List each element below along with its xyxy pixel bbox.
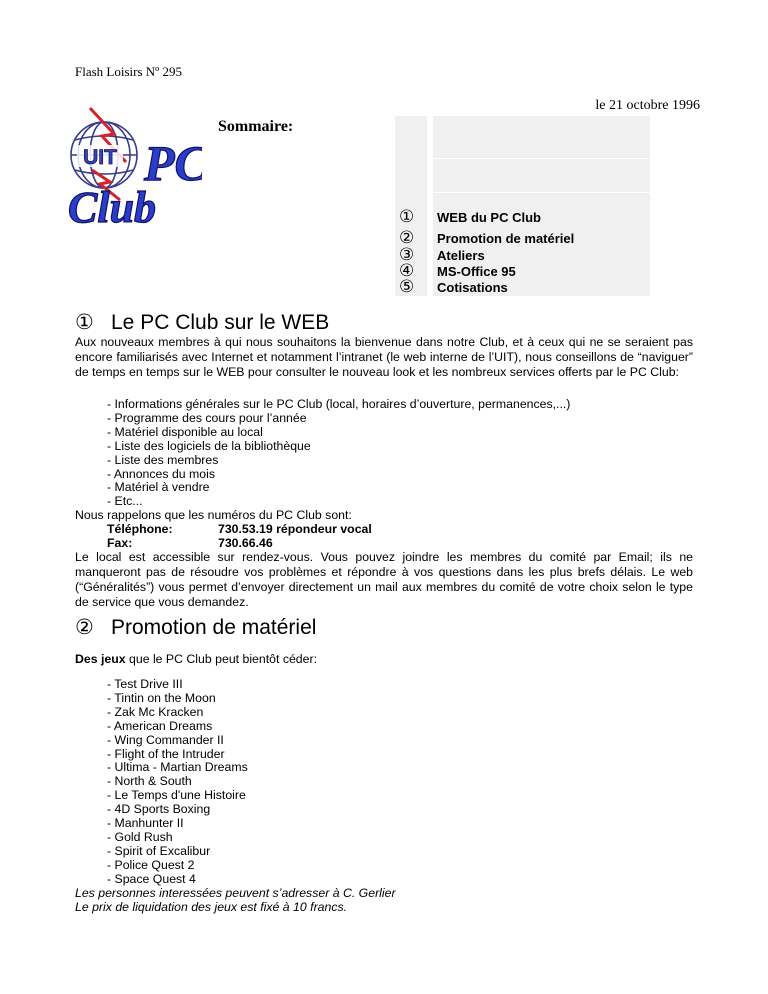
pc-club-logo: [62, 100, 202, 235]
section-closing-paragraph: Le local est accessible sur rendez-vous. Vous pouvez joindre les membres du comité par Email; ils ne manqueront pas de résoudre vos problèmes et répondre à vos questions dans les plus brefs délais. Le web (“Généralités”) vous permet d’envoyer directement un mail aux membres du comité de votre choix selon le type de service que vous demandez.: [75, 550, 693, 609]
toc-number: ⑤: [399, 277, 415, 296]
games-list: [107, 678, 248, 887]
toc-label: MS-Office 95: [437, 264, 516, 279]
section-title: Le PC Club sur le WEB: [111, 311, 330, 334]
section-number: ①: [75, 310, 94, 334]
fax-value: 730.66.46: [218, 536, 273, 550]
list-item: - Space Quest 4: [107, 871, 196, 886]
logo-uit-text: UIT: [83, 146, 117, 169]
price-note: Le prix de liquidation des jeux est fixé à 10 francs.: [75, 900, 348, 914]
list-item: - Matériel à vendre: [107, 480, 210, 495]
list-item: - Liste des logiciels de la bibliothèque: [107, 438, 311, 453]
games-intro: [75, 652, 693, 667]
list-item: - Zak Mc Kracken: [107, 704, 204, 719]
list-item: - Test Drive III: [107, 677, 183, 691]
toc-label: Promotion de matériel: [437, 231, 575, 246]
list-item: - Police Quest 2: [107, 857, 195, 872]
list-item: - Informations générales sur le PC Club (local, horaires d’ouverture, permanences,...): [107, 397, 571, 411]
toc-label: WEB du PC Club: [437, 210, 541, 225]
list-item: - Le Temps d'une Histoire: [107, 788, 246, 803]
sommaire-title: Sommaire:: [218, 118, 294, 135]
logo-graphic: [62, 100, 202, 235]
toc-number: ①: [399, 207, 415, 226]
list-item: - Flight of the Intruder: [107, 746, 225, 761]
list-item: - Spirit of Excalibur: [107, 843, 211, 858]
list-item: - 4D Sports Boxing: [107, 802, 211, 817]
toc-label: Ateliers: [437, 248, 485, 263]
section-title: Promotion de matériel: [111, 616, 317, 639]
toc-number: ④: [399, 261, 415, 280]
publication-title: Flash Loisirs Nº 295: [75, 64, 182, 79]
list-item: - American Dreams: [107, 718, 213, 733]
list-item: - Gold Rush: [107, 829, 173, 844]
list-item: - Ultima - Martian Dreams: [107, 760, 248, 775]
phone-label: Téléphone:: [107, 522, 173, 536]
section-intro-paragraph: Aux nouveaux membres à qui nous souhaitons la bienvenue dans notre Club, et à ceux qui ne se seraient pas encore familiarisés avec Internet et notamment l’intranet (le web interne de l’UIT), nous conseillons de “naviguer” de temps en temps sur le WEB pour consulter le nouveau look et les nombreux services offerts par le PC Club:: [75, 335, 693, 379]
list-item: - North & South: [107, 774, 192, 789]
toc-number: ②: [399, 228, 415, 247]
games-intro-rest: que le PC Club peut bientôt céder:: [125, 652, 318, 666]
toc-label: Cotisations: [437, 280, 508, 295]
list-item: - Manhunter II: [107, 816, 184, 831]
fax-label: Fax:: [107, 536, 133, 550]
games-intro-bold: Des jeux: [75, 652, 126, 666]
section-number: ②: [75, 615, 94, 639]
issue-date: le 21 octobre 1996: [595, 98, 700, 113]
list-item: - Liste des membres: [107, 452, 219, 467]
section-heading: [75, 615, 316, 640]
list-item: - Wing Commander II: [107, 732, 224, 747]
list-item: - Matériel disponible au local: [107, 424, 263, 439]
toc-number: ③: [399, 245, 415, 264]
list-item: - Annonces du mois: [107, 466, 215, 481]
contact-note: Les personnes interessées peuvent s’adresser à C. Gerlier: [75, 886, 396, 900]
logo-club-text: Club: [68, 183, 157, 232]
club-services-list: [107, 398, 570, 509]
list-item: - Etc...: [107, 494, 143, 509]
numbers-intro: Nous rappelons que les numéros du PC Club sont:: [75, 508, 352, 522]
logo-pc-text: PC: [144, 135, 202, 191]
table-of-contents: [395, 116, 650, 296]
list-item: - Programme des cours pour l’année: [107, 410, 307, 425]
list-item: - Tintin on the Moon: [107, 690, 216, 705]
section-heading: [75, 310, 329, 335]
phone-value: 730.53.19 répondeur vocal: [218, 522, 372, 536]
